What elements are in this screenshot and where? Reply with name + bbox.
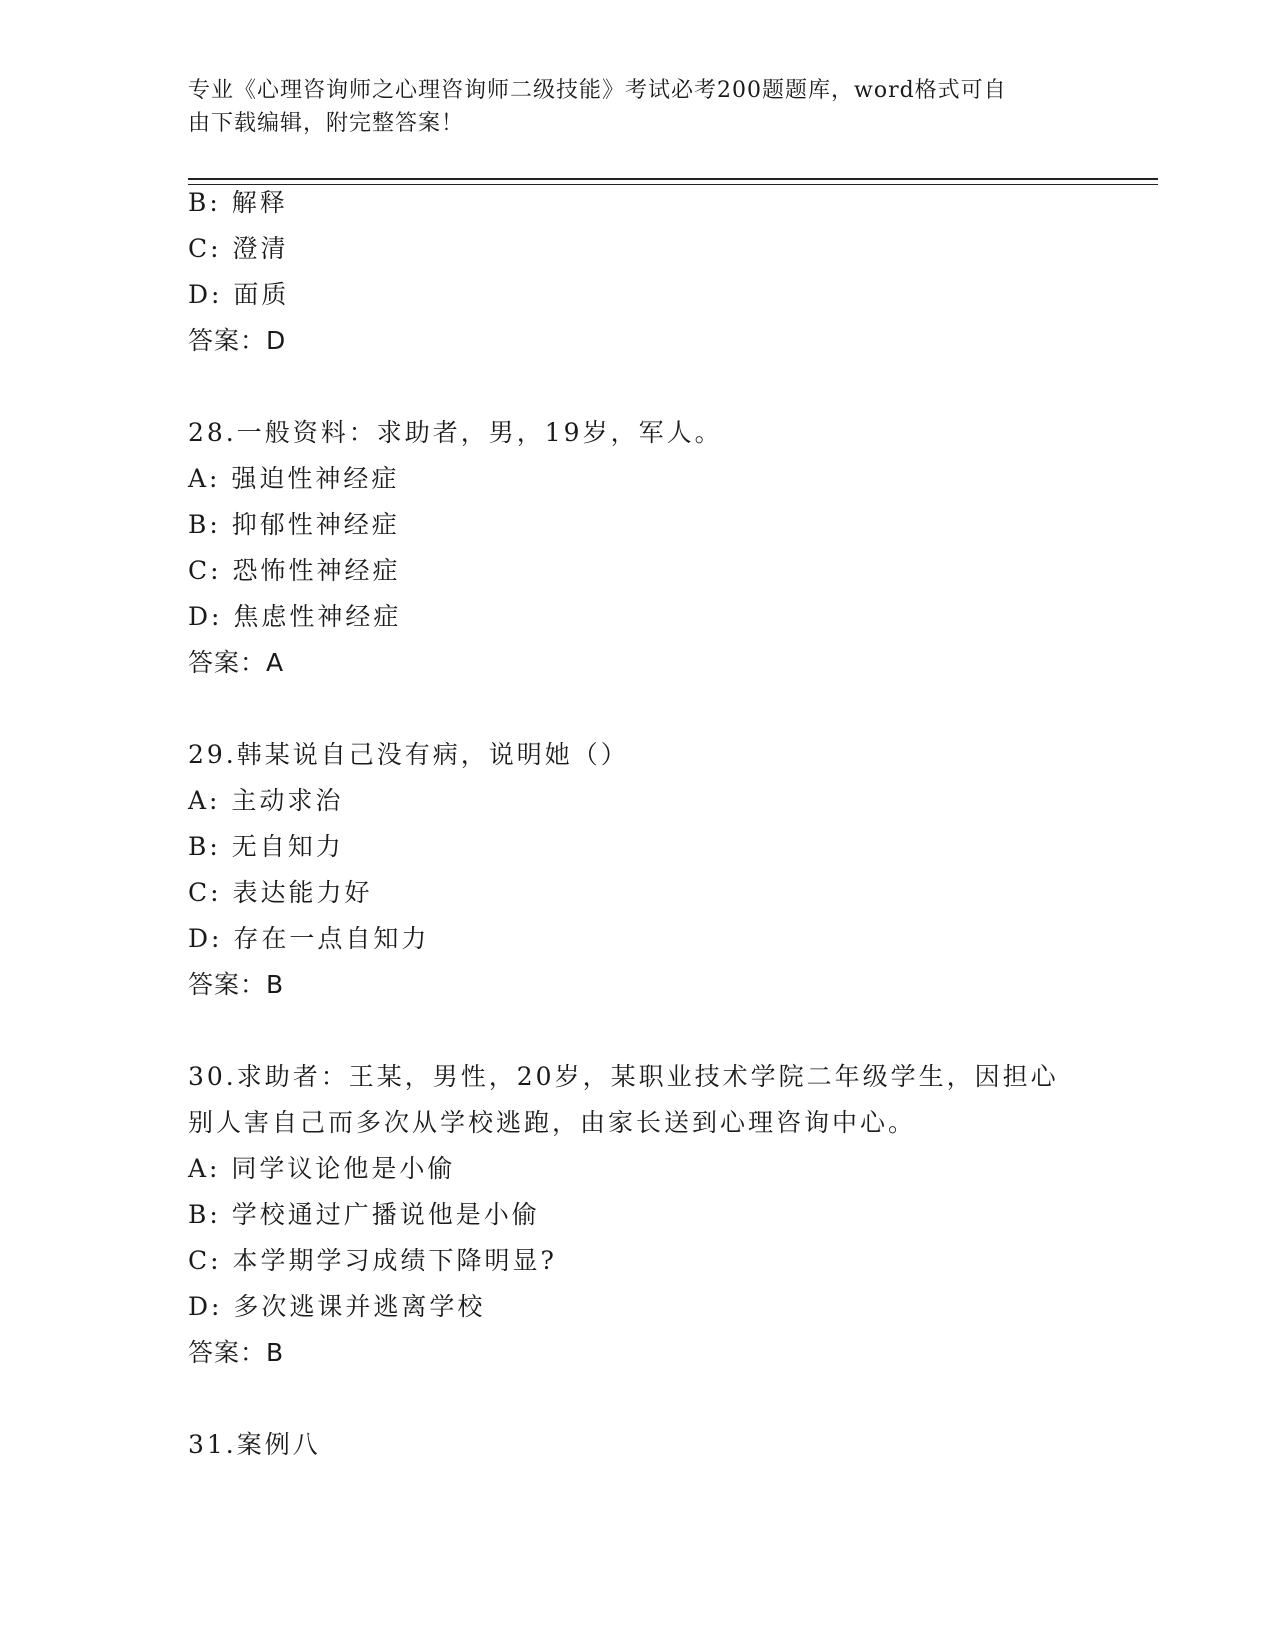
q28-stem: 28.一般资料：求助者，男，19岁，军人。 [188,418,723,447]
q30-stem-line-1: 30.求助者：王某，男性，20岁，某职业技术学院二年级学生，因担心 [188,1062,1059,1091]
spacer [188,364,1108,410]
spacer [188,1008,1108,1054]
q29-option-b: B: 无自知力 [188,832,344,861]
q28-option-d: D: 焦虑性神经症 [188,602,402,631]
document-header [188,74,1088,140]
question-list [188,180,1108,1468]
q27-answer: 答案：D [188,326,287,355]
spacer [188,1376,1108,1422]
header-line-1: 专业《心理咨询师之心理咨询师二级技能》考试必考200题题库，word格式可自 [188,78,1007,103]
q27-option-c: C: 澄清 [188,234,289,263]
q30-option-a: A: 同学议论他是小偷 [188,1154,456,1183]
q29-option-d: D: 存在一点自知力 [188,924,430,953]
q30-option-b: B: 学校通过广播说他是小偷 [188,1200,540,1229]
q30-answer: 答案：B [188,1338,285,1367]
q29-answer: 答案：B [188,970,285,999]
q28-option-b: B: 抑郁性神经症 [188,510,400,539]
q27-option-d: D: 面质 [188,280,290,309]
q29-option-a: A: 主动求治 [188,786,344,815]
q30-option-c: C: 本学期学习成绩下降明显? [188,1246,557,1275]
q30-option-d: D: 多次逃课并逃离学校 [188,1292,486,1321]
q28-option-c: C: 恐怖性神经症 [188,556,401,585]
q28-answer: 答案：A [188,648,285,677]
question-30 [188,1054,1108,1376]
q31-stem: 31.案例八 [188,1430,321,1459]
q30-stem-line-2: 别人害自己而多次从学校逃跑，由家长送到心理咨询中心。 [188,1108,917,1137]
question-27 [188,180,1108,364]
header-line-2: 由下载编辑，附完整答案！ [188,111,465,136]
spacer [188,686,1108,732]
question-29 [188,732,1108,1008]
q29-stem: 29.韩某说自己没有病，说明她（） [188,740,629,769]
q28-option-a: A: 强迫性神经症 [188,464,400,493]
question-31 [188,1422,1108,1468]
question-28 [188,410,1108,686]
q27-option-b: B: 解释 [188,188,288,217]
q29-option-c: C: 表达能力好 [188,878,373,907]
